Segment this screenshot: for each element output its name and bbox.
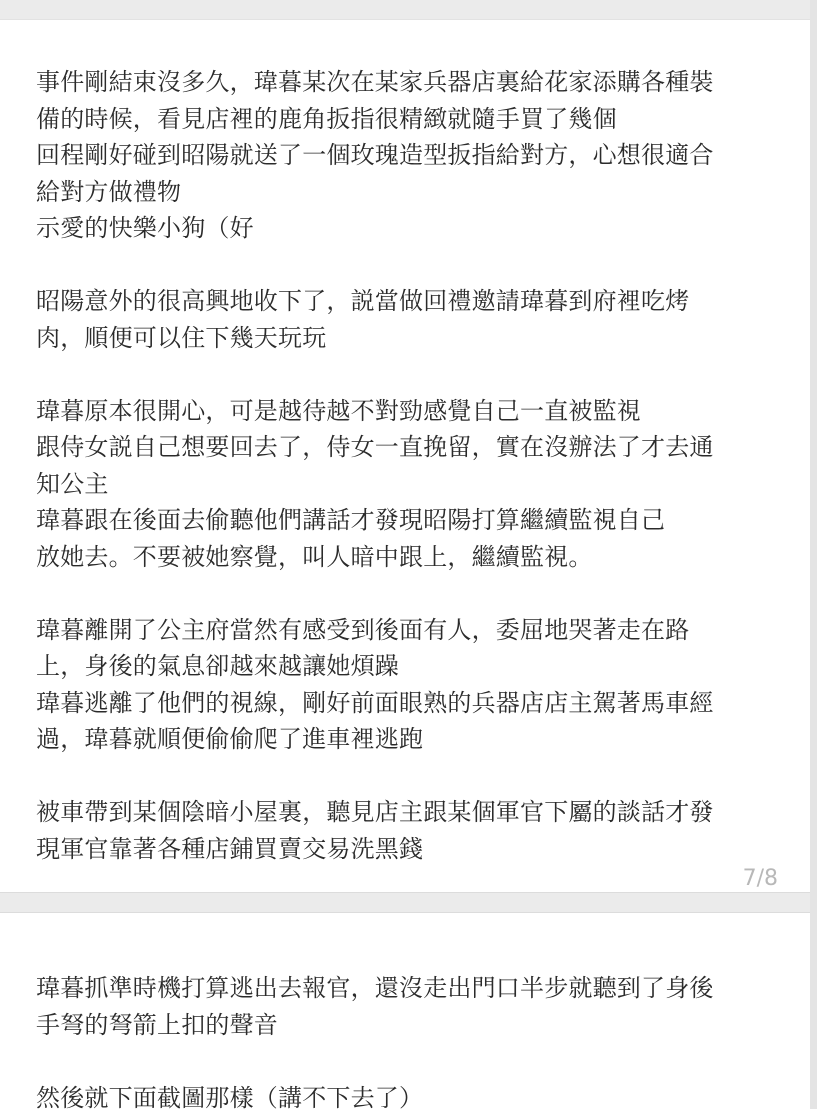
paragraph-gap — [36, 575, 770, 612]
text-line: 瑋暮逃離了他們的視線，剛好前面眼熟的兵器店店主駕著馬車經 — [36, 688, 714, 717]
text-line: 過，瑋暮就順便偷偷爬了進車裡逃跑 — [36, 725, 424, 753]
text-line: 肉，順便可以住下幾天玩玩 — [36, 323, 327, 352]
text-line: 放她去。不要被她察覺，叫人暗中跟上，繼續監視。 — [36, 542, 593, 571]
post-text — [36, 20, 770, 867]
post-text — [36, 913, 770, 1109]
page-indicator: 7/8 — [742, 866, 778, 891]
text-line: 瑋暮原本很開心，可是越待越不對勁感覺自己一直被監視 — [36, 396, 641, 425]
text-line: 然後就下面截圖那樣（講不下去了） — [36, 1083, 424, 1109]
paragraph-gap — [36, 356, 770, 393]
text-line: 上，身後的氣息卻越來越讓她煩躁 — [36, 652, 399, 680]
text-line: 知公主 — [36, 469, 109, 498]
text-line: 回程剛好碰到昭陽就送了一個玫瑰造型扳指給對方，心想很適合 — [36, 141, 714, 169]
text-line: 事件剛結束沒多久，瑋暮某次在某家兵器店裏給花家添購各種裝 — [36, 68, 714, 96]
text-line: 現軍官靠著各種店鋪買賣交易洗黑錢 — [36, 834, 424, 863]
text-line: 瑋暮跟在後面去偷聽他們講話才發現昭陽打算繼續監視自己 — [36, 506, 666, 534]
text-line: 瑋暮抓準時機打算逃出去報官，還沒走出門口半步就聽到了身後 — [36, 974, 714, 1002]
paragraph-gap — [36, 758, 770, 795]
text-line: 備的時候，看見店裡的鹿角扳指很精緻就隨手買了幾個 — [36, 104, 617, 133]
text-line: 手弩的弩箭上扣的聲音 — [36, 1010, 278, 1039]
text-line: 被車帶到某個陰暗小屋裏，聽見店主跟某個軍官下屬的談話才發 — [36, 798, 714, 826]
paragraph-gap — [36, 247, 770, 284]
text-line: 給對方做禮物 — [36, 177, 182, 206]
post-card — [0, 912, 810, 1109]
post-card — [0, 19, 810, 893]
text-line: 瑋暮離開了公主府當然有感受到後面有人，委屈地哭著走在路 — [36, 615, 690, 644]
paragraph-gap — [36, 1043, 770, 1080]
text-line: 跟侍女説自己想要回去了，侍女一直挽留，實在沒辦法了才去通 — [36, 433, 714, 461]
scrollbar-track[interactable] — [810, 0, 817, 1109]
text-line: 示愛的快樂小狗（好 — [36, 214, 254, 242]
text-line: 昭陽意外的很高興地收下了，説當做回禮邀請瑋暮到府裡吃烤 — [36, 287, 690, 315]
